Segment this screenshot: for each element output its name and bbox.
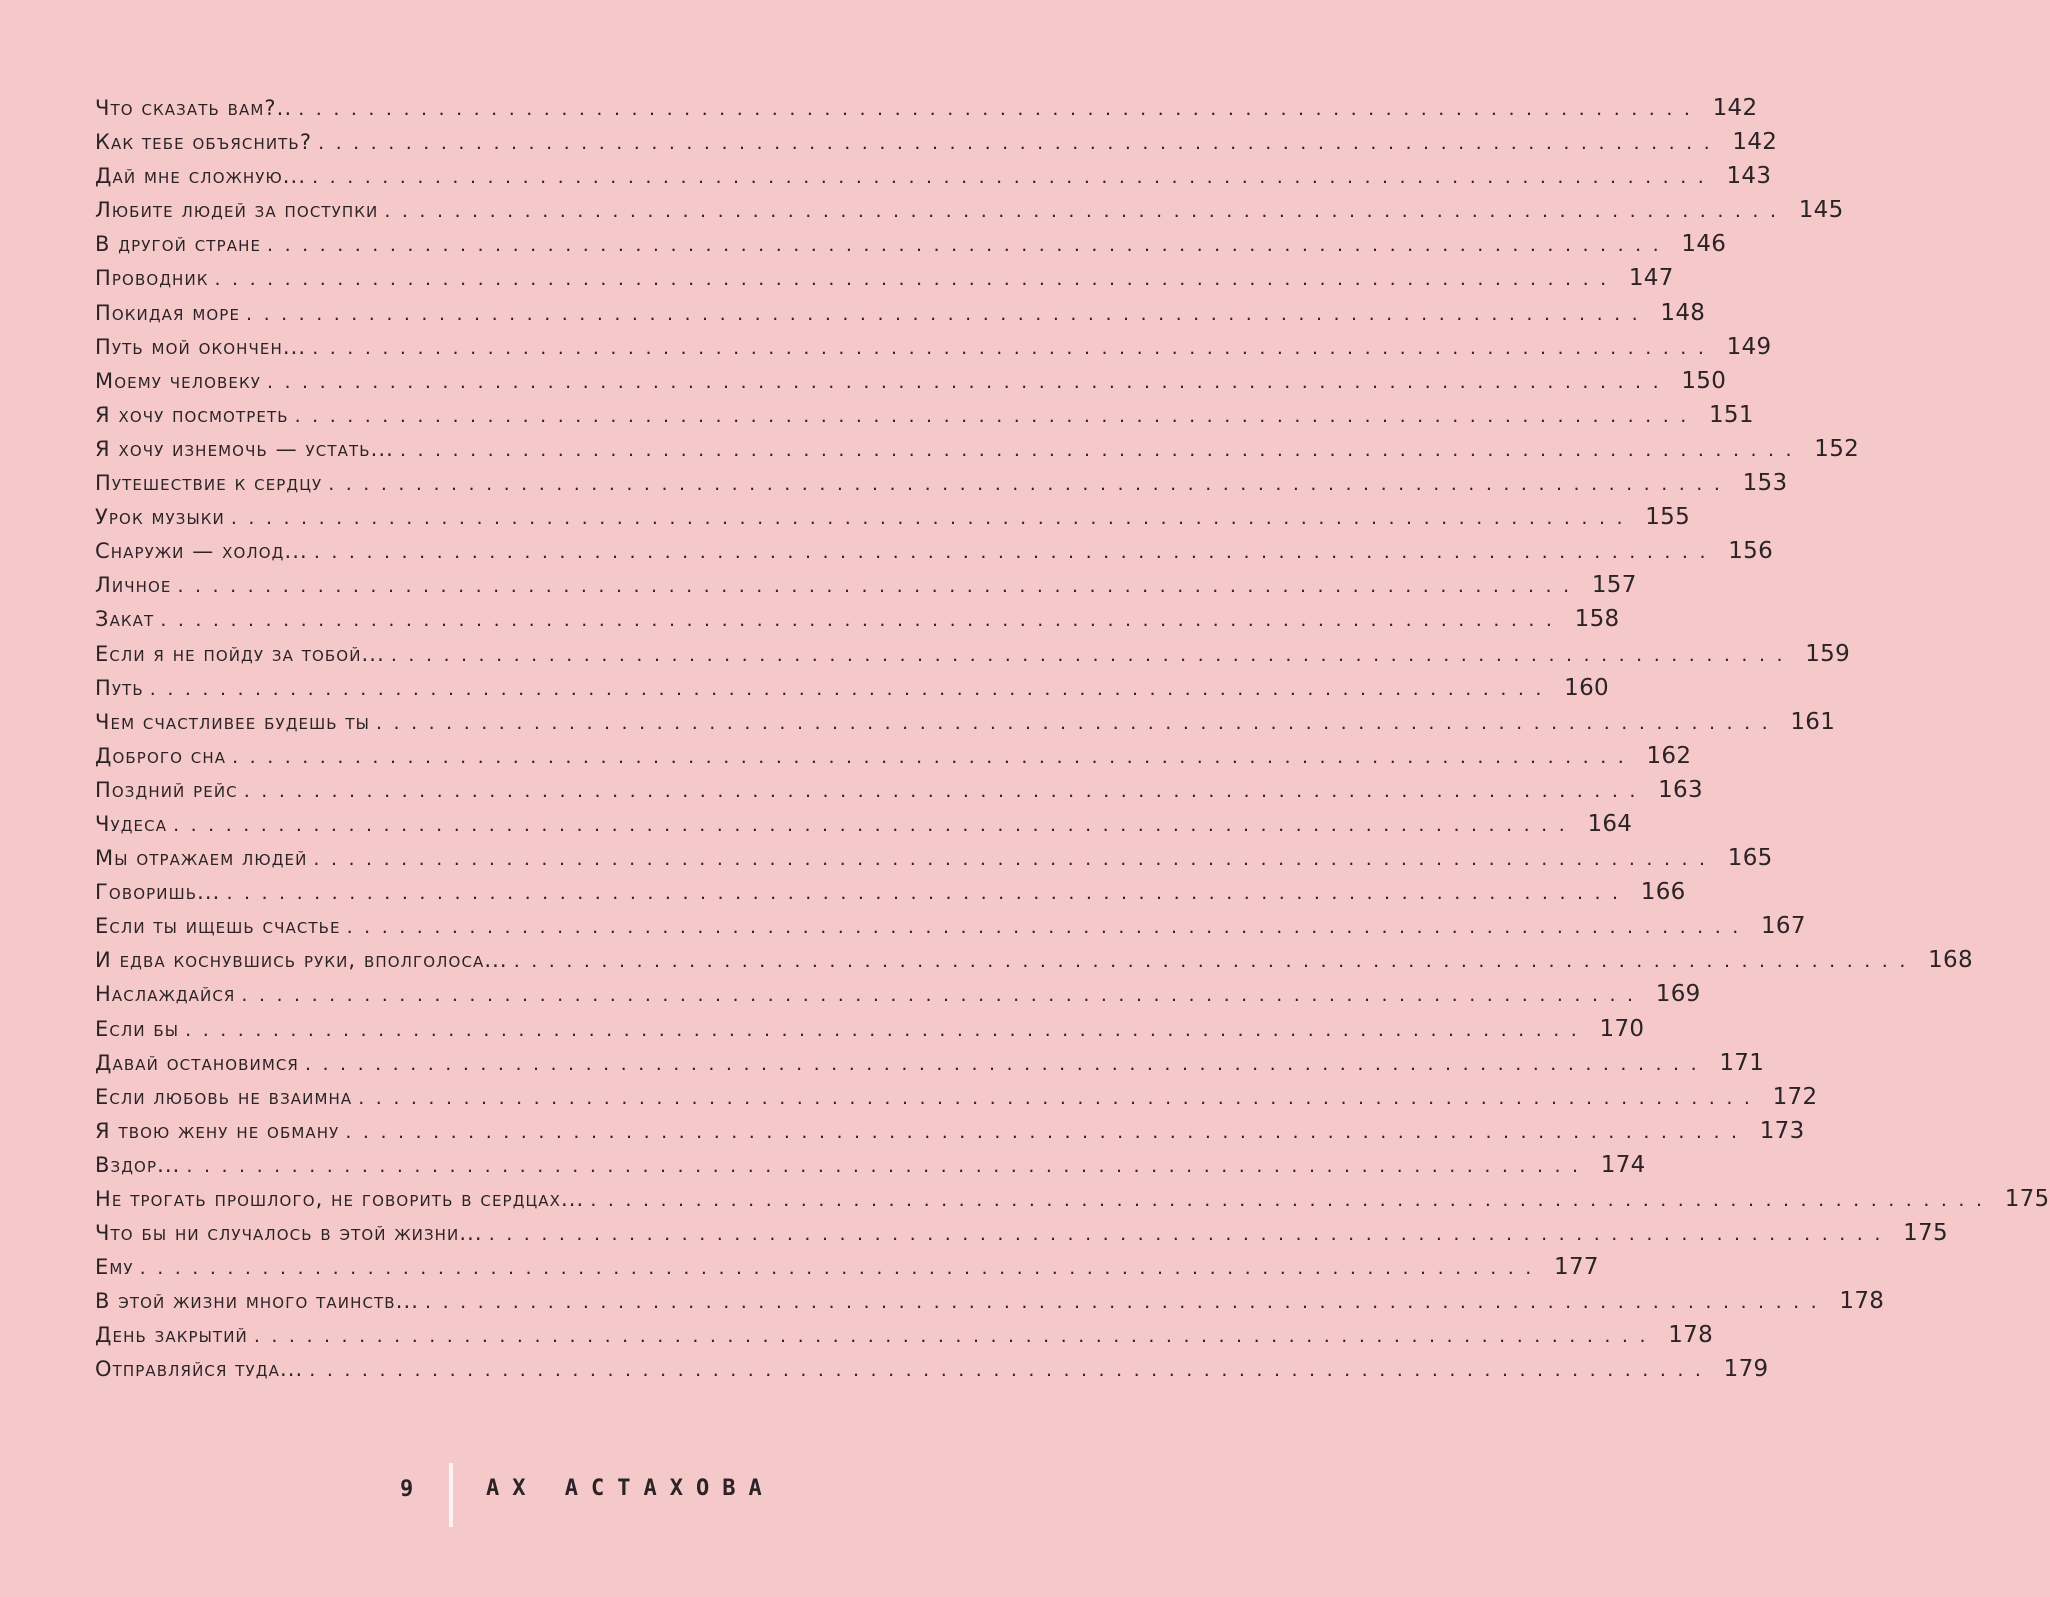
toc-entry-title: Как тебе объяснить? bbox=[95, 130, 313, 155]
dot-leader: ................................................................................ bbox=[390, 643, 1795, 666]
toc-entry bbox=[95, 977, 1701, 1011]
toc-entry-page: 152 bbox=[1814, 435, 1860, 462]
toc-entry bbox=[95, 1114, 1805, 1148]
toc-entry-page: 163 bbox=[1658, 776, 1703, 803]
toc-entry-page: 165 bbox=[1727, 845, 1773, 872]
toc-entry-page: 153 bbox=[1742, 470, 1788, 497]
toc-entry-title: Если бы bbox=[95, 1016, 180, 1041]
toc-entry-title: Проводник bbox=[95, 266, 209, 291]
toc-entry bbox=[95, 1352, 1769, 1386]
dot-leader: ................................................................................ bbox=[345, 1120, 1749, 1143]
toc-entry-page: 175 bbox=[1903, 1220, 1948, 1247]
toc-entry bbox=[95, 330, 1772, 364]
toc-entry bbox=[95, 1148, 1646, 1182]
toc-entry bbox=[95, 466, 1788, 500]
toc-entry bbox=[95, 1012, 1645, 1046]
toc-entry-page: 179 bbox=[1723, 1356, 1769, 1383]
dot-leader: ................................................................................ bbox=[318, 132, 1722, 155]
footer-divider bbox=[449, 1463, 453, 1527]
toc-entry-title: Вздор... bbox=[95, 1152, 181, 1177]
dot-leader: ................................................................................ bbox=[185, 1018, 1589, 1041]
toc-entry-page: 157 bbox=[1591, 572, 1637, 599]
page-number: 9 bbox=[400, 1477, 414, 1502]
toc-entry-title: Что сказать вам?.. bbox=[95, 96, 293, 120]
dot-leader: ................................................................................ bbox=[312, 336, 1716, 359]
dot-leader: ................................................................................ bbox=[346, 916, 1750, 939]
table-of-contents bbox=[95, 91, 2050, 1387]
toc-entry-title: Ему bbox=[95, 1255, 134, 1280]
toc-entry bbox=[95, 296, 1706, 330]
toc-entry bbox=[95, 602, 1620, 636]
toc-entry-page: 166 bbox=[1640, 879, 1686, 906]
dot-leader: ................................................................................ bbox=[230, 507, 1635, 530]
toc-entry bbox=[95, 159, 1772, 193]
toc-entry-page: 177 bbox=[1554, 1254, 1599, 1281]
dot-leader: ................................................................................ bbox=[243, 779, 1647, 802]
toc-entry-page: 156 bbox=[1728, 538, 1774, 565]
dot-leader: ................................................................................ bbox=[384, 200, 1788, 223]
toc-entry-page: 142 bbox=[1712, 95, 1758, 121]
dot-leader: ................................................................................ bbox=[139, 1257, 1543, 1280]
dot-leader: ................................................................................ bbox=[232, 745, 1636, 768]
toc-entry bbox=[95, 1046, 1765, 1080]
toc-entry-title: Дай мне сложную... bbox=[95, 164, 307, 189]
running-head-author: АХ АСТАХОВА bbox=[486, 1476, 775, 1501]
toc-entry-title: Путешествие к сердцу bbox=[95, 471, 323, 496]
toc-entry bbox=[95, 568, 1637, 602]
toc-entry-page: 171 bbox=[1719, 1049, 1765, 1076]
dot-leader: ................................................................................ bbox=[309, 1359, 1713, 1382]
dot-leader: ................................................................................ bbox=[160, 609, 1564, 632]
dot-leader: ................................................................................ bbox=[246, 302, 1650, 325]
toc-entry-page: 162 bbox=[1646, 742, 1692, 769]
toc-entry-title: И едва коснувшись руки, вполголоса... bbox=[95, 948, 508, 973]
toc-entry bbox=[95, 91, 1758, 125]
toc-entry-page: 143 bbox=[1726, 163, 1772, 190]
toc-entry-page: 174 bbox=[1600, 1151, 1646, 1178]
dot-leader: ................................................................................ bbox=[173, 813, 1577, 836]
toc-entry-title: Что бы ни случалось в этой жизни... bbox=[95, 1221, 483, 1246]
toc-entry-title: Я твою жену не обману bbox=[95, 1118, 340, 1143]
toc-entry bbox=[95, 193, 1844, 227]
toc-entry-page: 150 bbox=[1681, 367, 1727, 394]
toc-entry-page: 167 bbox=[1760, 913, 1806, 940]
dot-leader: ................................................................................ bbox=[376, 711, 1780, 734]
toc-entry-page: 155 bbox=[1645, 504, 1691, 531]
toc-entry-title: Если ты ищешь счастье bbox=[95, 914, 341, 939]
dot-leader: ................................................................................ bbox=[214, 268, 1618, 291]
dot-leader: ................................................................................ bbox=[304, 1052, 1709, 1075]
toc-entry-title: Любите людей за поступки bbox=[95, 198, 379, 223]
toc-entry-title: Моему человеку bbox=[95, 368, 261, 393]
dot-leader: ................................................................................ bbox=[241, 984, 1645, 1007]
toc-entry-page: 168 bbox=[1928, 947, 1973, 974]
dot-leader: ................................................................................ bbox=[328, 473, 1732, 496]
dot-leader: ................................................................................ bbox=[488, 1223, 1892, 1246]
toc-entry bbox=[95, 909, 1806, 943]
toc-entry bbox=[95, 943, 1973, 977]
dot-leader: ................................................................................ bbox=[399, 438, 1804, 461]
toc-entry-title: Снаружи — холод... bbox=[95, 539, 308, 564]
toc-entry-page: 164 bbox=[1587, 810, 1633, 837]
toc-entry-page: 158 bbox=[1574, 606, 1620, 633]
toc-entry-page: 148 bbox=[1660, 299, 1706, 326]
dot-leader: ................................................................................ bbox=[226, 882, 1630, 905]
toc-entry bbox=[95, 875, 1686, 909]
toc-entry bbox=[95, 227, 1727, 261]
toc-entry-title: Я хочу изнемочь — устать... bbox=[95, 436, 394, 461]
toc-entry-title: В другой стране bbox=[95, 232, 262, 257]
toc-entry-title: Не трогать прошлого, не говорить в сердцах... bbox=[95, 1187, 585, 1211]
toc-entry-title: Урок музыки bbox=[95, 505, 225, 530]
toc-entry-title: Говоришь... bbox=[95, 880, 221, 905]
toc-entry bbox=[95, 125, 1778, 159]
dot-leader: ................................................................................ bbox=[186, 1154, 1590, 1177]
toc-entry-page: 178 bbox=[1668, 1322, 1714, 1349]
dot-leader: ................................................................................ bbox=[294, 404, 1698, 427]
toc-entry-title: День закрытий bbox=[95, 1323, 248, 1348]
dot-leader: ................................................................................ bbox=[253, 1325, 1658, 1348]
toc-entry bbox=[95, 1250, 1599, 1284]
toc-entry bbox=[95, 1318, 1714, 1352]
toc-entry bbox=[95, 841, 1773, 875]
toc-entry-title: Если любовь не взаимна bbox=[95, 1084, 353, 1109]
dot-leader: ................................................................................ bbox=[177, 575, 1581, 598]
toc-entry bbox=[95, 1216, 1948, 1250]
toc-entry-page: 175 bbox=[2004, 1186, 2050, 1212]
toc-entry-page: 147 bbox=[1628, 265, 1674, 292]
toc-entry bbox=[95, 261, 1674, 295]
toc-entry-page: 146 bbox=[1681, 231, 1727, 258]
toc-entry-page: 151 bbox=[1708, 401, 1754, 428]
toc-entry-title: Наслаждайся bbox=[95, 982, 236, 1007]
toc-entry bbox=[95, 534, 1774, 568]
toc-entry-title: Чудеса bbox=[95, 811, 168, 836]
toc-entry-title: Личное bbox=[95, 573, 172, 598]
dot-leader: ................................................................................ bbox=[266, 370, 1671, 393]
toc-entry bbox=[95, 671, 1609, 705]
dot-leader: ................................................................................ bbox=[313, 848, 1717, 871]
toc-entry-title: Путь мой окончен... bbox=[95, 334, 307, 359]
dot-leader: ................................................................................ bbox=[358, 1086, 1762, 1109]
toc-entry-page: 161 bbox=[1790, 708, 1836, 735]
dot-leader: ................................................................................ bbox=[149, 677, 1553, 700]
toc-entry-page: 160 bbox=[1564, 674, 1609, 701]
toc-entry-page: 142 bbox=[1732, 129, 1778, 156]
toc-entry-title: Путь bbox=[95, 675, 144, 700]
toc-entry-title: Закат bbox=[95, 607, 155, 632]
toc-entry-page: 172 bbox=[1772, 1083, 1818, 1110]
toc-entry bbox=[95, 705, 1836, 739]
toc-entry bbox=[95, 1182, 2050, 1216]
toc-entry-title: Отправляйся туда... bbox=[95, 1357, 304, 1382]
dot-leader: ................................................................................ bbox=[298, 98, 1702, 120]
dot-leader: ................................................................................ bbox=[590, 1189, 1994, 1211]
dot-leader: ................................................................................ bbox=[313, 541, 1718, 564]
toc-entry-page: 145 bbox=[1798, 197, 1844, 224]
toc-entry-title: Я хочу посмотреть bbox=[95, 402, 289, 427]
toc-entry-title: Мы отражаем людей bbox=[95, 846, 308, 871]
toc-entry bbox=[95, 398, 1754, 432]
toc-entry-title: Чем счастливее будешь ты bbox=[95, 709, 370, 734]
toc-entry bbox=[95, 1080, 1818, 1114]
toc-entry-title: Поздний рейс bbox=[95, 777, 238, 802]
toc-entry bbox=[95, 637, 1851, 671]
toc-entry bbox=[95, 807, 1633, 841]
toc-entry bbox=[95, 500, 1691, 534]
dot-leader: ................................................................................ bbox=[425, 1291, 1829, 1314]
toc-entry bbox=[95, 432, 1860, 466]
toc-entry-title: В этой жизни много таинств... bbox=[95, 1289, 420, 1314]
toc-entry-page: 169 bbox=[1655, 981, 1701, 1008]
toc-entry-title: Давай остановимся bbox=[95, 1050, 299, 1075]
toc-entry bbox=[95, 1284, 1885, 1318]
dot-leader: ................................................................................ bbox=[312, 166, 1716, 189]
toc-entry-title: Доброго сна bbox=[95, 743, 227, 768]
toc-entry-page: 149 bbox=[1726, 333, 1772, 360]
page-footer bbox=[0, 1460, 933, 1540]
toc-entry-page: 178 bbox=[1839, 1288, 1885, 1315]
toc-entry-page: 170 bbox=[1599, 1015, 1645, 1042]
toc-entry bbox=[95, 739, 1692, 773]
toc-entry bbox=[95, 773, 1703, 807]
toc-entry-title: Покидая море bbox=[95, 300, 241, 325]
toc-entry-title: Если я не пойду за тобой... bbox=[95, 641, 385, 666]
dot-leader: ................................................................................ bbox=[513, 950, 1917, 973]
dot-leader: ................................................................................ bbox=[267, 234, 1671, 257]
toc-entry-page: 159 bbox=[1805, 640, 1851, 667]
toc-entry-page: 173 bbox=[1759, 1117, 1805, 1144]
toc-entry bbox=[95, 364, 1727, 398]
